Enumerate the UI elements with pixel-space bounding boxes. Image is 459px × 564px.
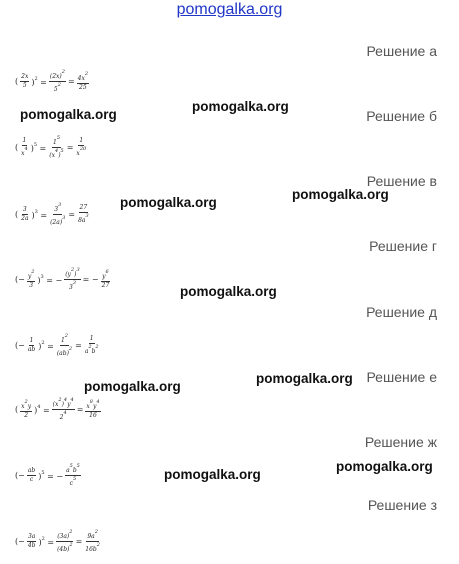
watermark: pomogalka.org	[20, 107, 117, 122]
formula-g: (− $\frac{y^2}{3}$ )$^3$ = − $\frac{(y^2)^3}{3^3}$ = − $\frac{y^6}{27}$	[15, 267, 110, 291]
solution-g-label: Решение г	[369, 238, 437, 254]
solution-v-label: Решение в	[366, 173, 437, 189]
formula-a: ( $\frac{2x}{5}$ )$^2$ = $\frac{(2x)^2}{5^2}$ = $\frac{4x^2}{25}$	[15, 69, 89, 93]
formula-zh: (− $\frac{ab}{c}$ )$^5$ = − $\frac{a^5b^5}{c^5}$	[15, 463, 80, 487]
solution-z-label: Решение з	[367, 497, 437, 513]
formula-v: ( $\frac{3}{2a}$ )$^3$ = $\frac{3^3}{(2a)^3}$ = $\frac{27}{8a^3}$	[15, 202, 89, 226]
watermark: pomogalka.org	[84, 379, 181, 394]
watermark: pomogalka.org	[164, 467, 261, 482]
solution-zh-label: Решение ж	[364, 434, 437, 450]
formula-e: ( $\frac{x^2y}{2}$ )$^4$ = $\frac{(x^2)^4y^4}{2^4}$ = $\frac{x^8y^4}{16}$	[15, 397, 100, 421]
solution-b-label: Решение б	[366, 108, 437, 124]
watermark: pomogalka.org	[336, 459, 433, 474]
solution-e-label: Решение е	[366, 369, 437, 385]
solution-a-label: Решение а	[366, 43, 437, 59]
watermark: pomogalka.org	[292, 187, 389, 202]
watermark: pomogalka.org	[256, 371, 353, 386]
watermark: pomogalka.org	[120, 195, 217, 210]
solution-d-label: Решение д	[366, 304, 437, 320]
site-title-link[interactable]: pomogalka.org	[176, 1, 283, 18]
formula-d: (− $\frac{1}{ab}$ )$^2$ = $\frac{1^2}{(ab)^2}$ = $\frac{1}{a^2b^2}$	[15, 333, 99, 357]
formula-b: ( $\frac{1}{x^4}$ )$^5$ = $\frac{1^5}{(x^4)^5}$ = $\frac{1}{x^{20}}$	[15, 135, 87, 159]
watermark: pomogalka.org	[192, 99, 289, 114]
formula-z: (− $\frac{3a}{4b}$ )$^2$ = $\frac{(3a)^2}{(4b)^2}$ = $\frac{9a^2}{16b^2}$	[15, 529, 100, 553]
watermark: pomogalka.org	[180, 284, 277, 299]
